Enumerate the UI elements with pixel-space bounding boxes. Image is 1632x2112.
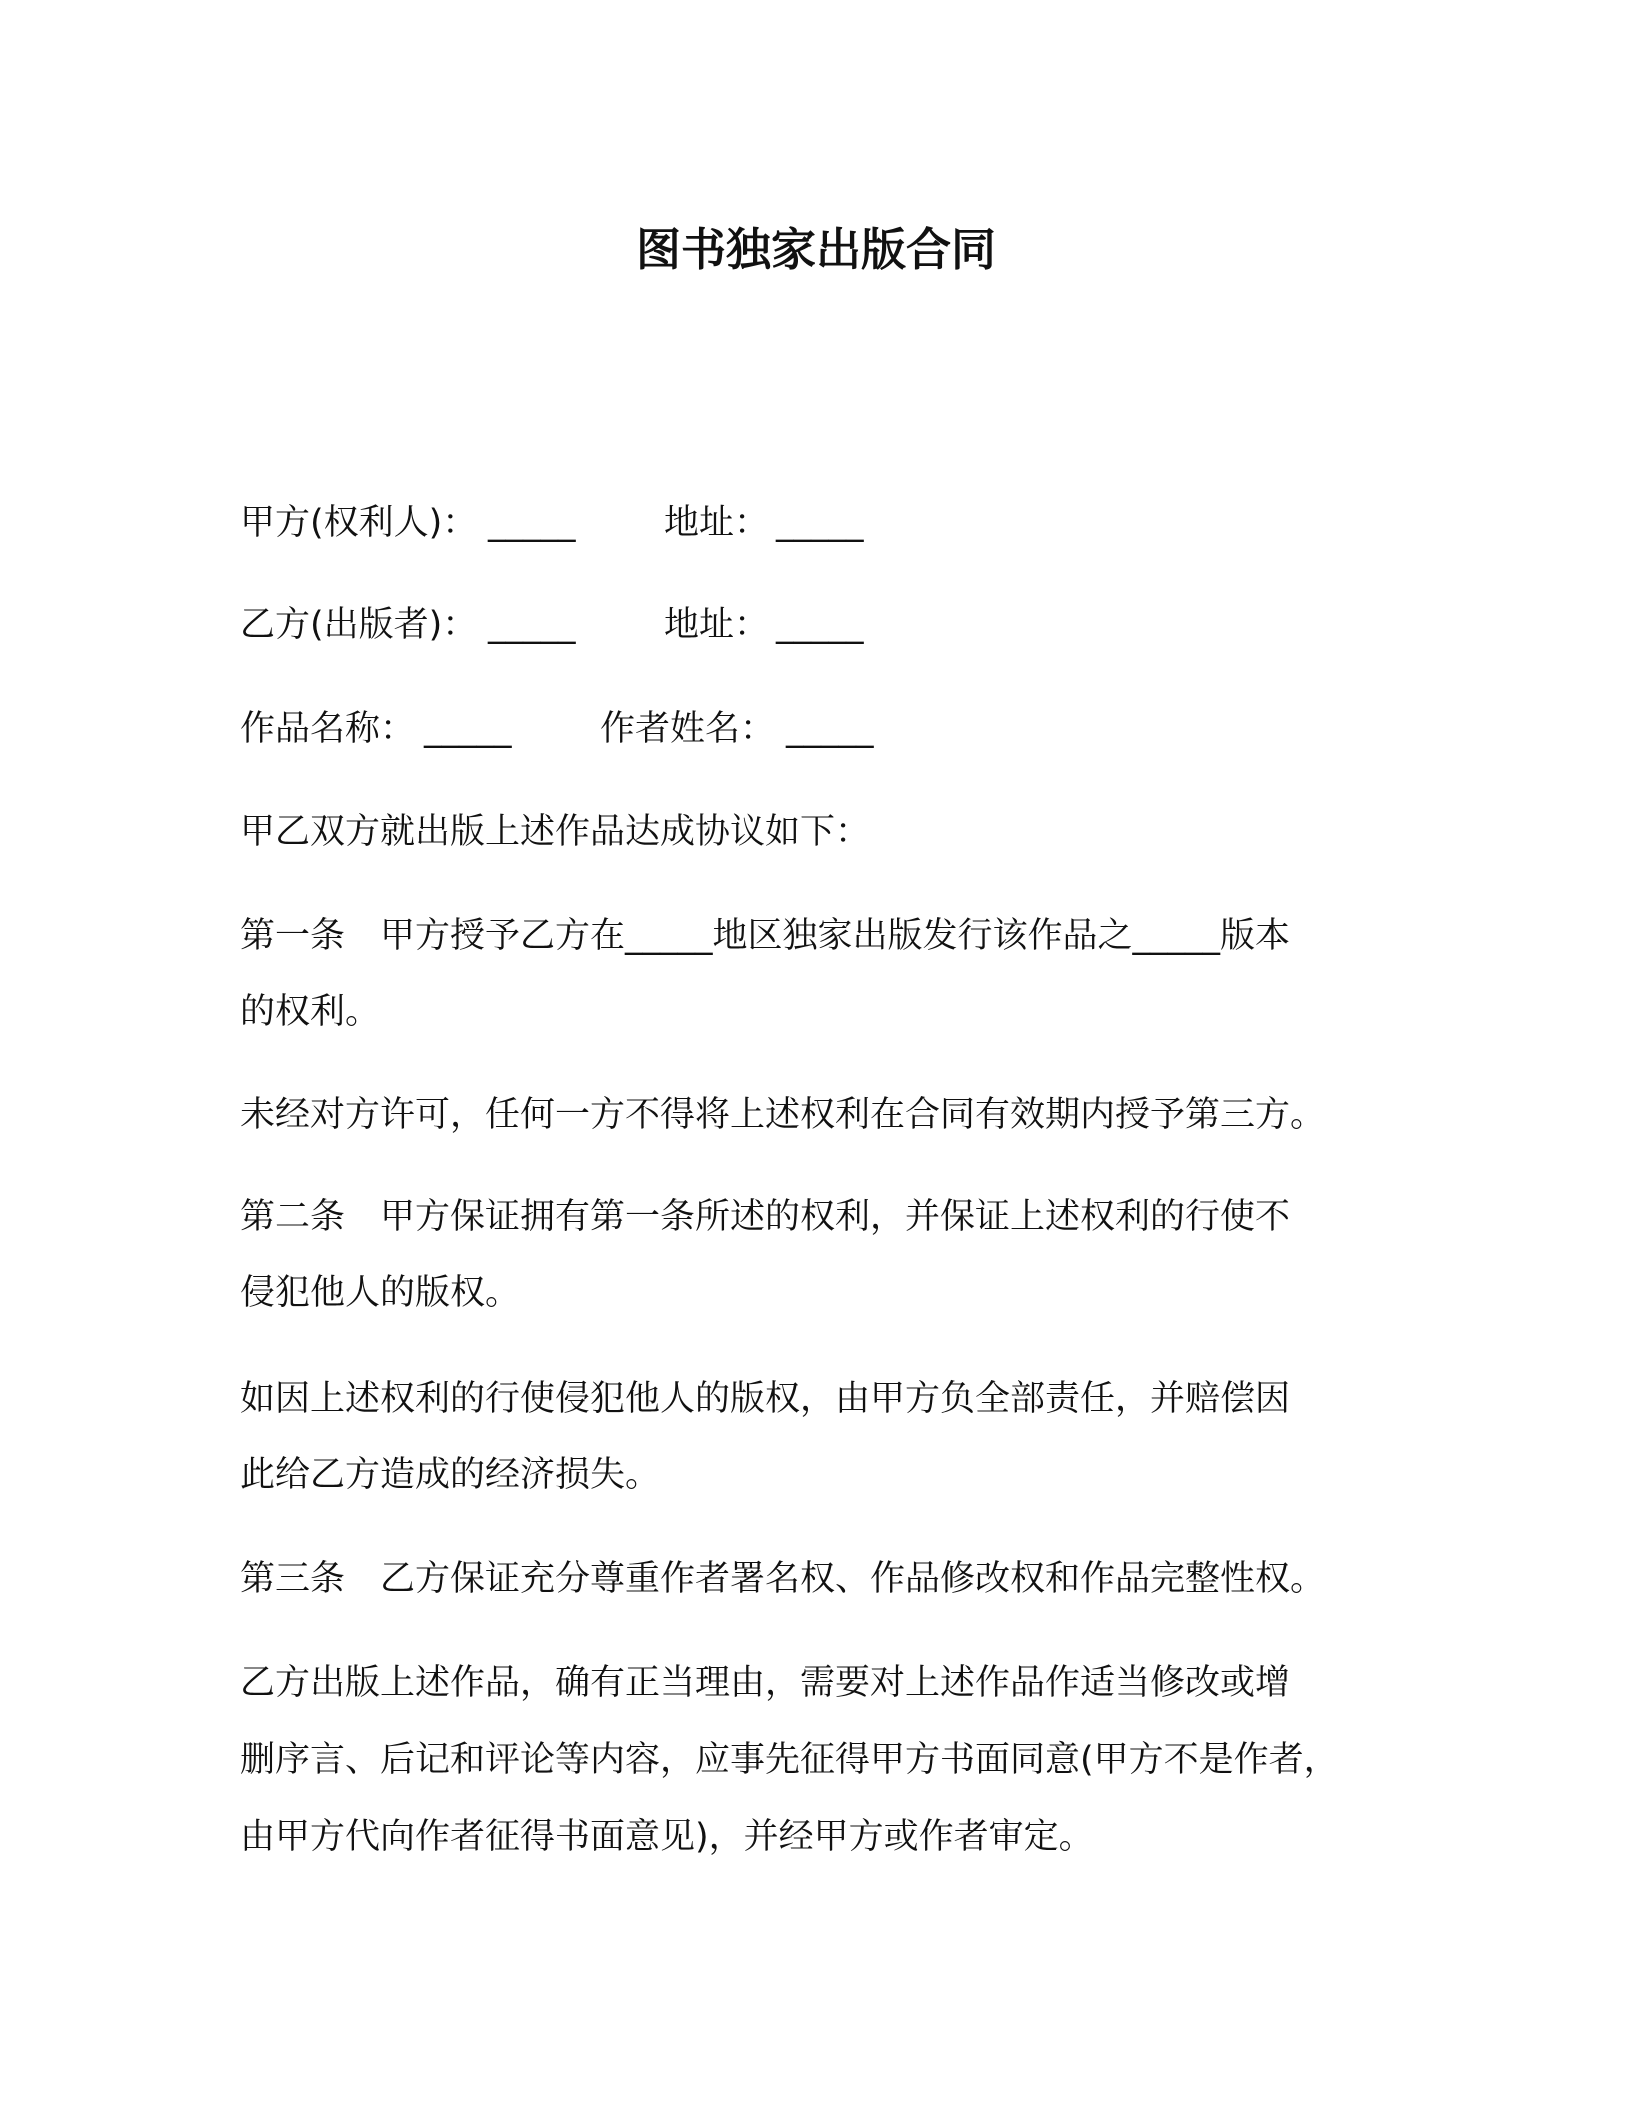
author-name-blank: _____ <box>786 709 874 749</box>
party-a-blank: _____ <box>488 503 576 543</box>
party-b-address-blank: _____ <box>776 605 864 645</box>
party-a-address-label: 地址： <box>664 503 770 543</box>
paragraph-line: 乙方出版上述作品，确有正当理由，需要对上述作品作适当修改或增 <box>240 1663 1291 1703</box>
paragraph-line: 第一条 甲方授予乙方在_____地区独家出版发行该作品之_____版本 <box>240 916 1291 956</box>
intro-text: 甲乙双方就出版上述作品达成协议如下： <box>240 812 871 852</box>
work-title-blank: _____ <box>424 709 512 749</box>
paragraph-line: 的权利。 <box>240 992 381 1032</box>
work-title-label: 作品名称： <box>240 709 416 749</box>
paragraph-line: 第二条 甲方保证拥有第一条所述的权利，并保证上述权利的行使不 <box>240 1197 1291 1237</box>
paragraph-line: 删序言、后记和评论等内容，应事先征得甲方书面同意(甲方不是作者， <box>240 1740 1339 1780</box>
party-a-label: 甲方(权利人)： <box>240 503 478 543</box>
party-b-blank: _____ <box>488 605 576 645</box>
paragraph-line: 第三条 乙方保证充分尊重作者署名权、作品修改权和作品完整性权。 <box>240 1559 1326 1599</box>
paragraph-line: 此给乙方造成的经济损失。 <box>240 1455 661 1495</box>
author-name-label: 作者姓名： <box>600 709 776 749</box>
paragraph-line: 侵犯他人的版权。 <box>240 1273 521 1313</box>
party-b-label: 乙方(出版者)： <box>240 605 478 645</box>
paragraph-line: 如因上述权利的行使侵犯他人的版权，由甲方负全部责任，并赔偿因 <box>240 1379 1291 1419</box>
party-b-address-label: 地址： <box>664 605 770 645</box>
party-a-address-blank: _____ <box>776 503 864 543</box>
paragraph-line: 由甲方代向作者征得书面意见)，并经甲方或作者审定。 <box>240 1817 1094 1857</box>
document-title: 图书独家出版合同 <box>635 223 996 276</box>
paragraph-line: 未经对方许可，任何一方不得将上述权利在合同有效期内授予第三方。 <box>240 1095 1326 1135</box>
